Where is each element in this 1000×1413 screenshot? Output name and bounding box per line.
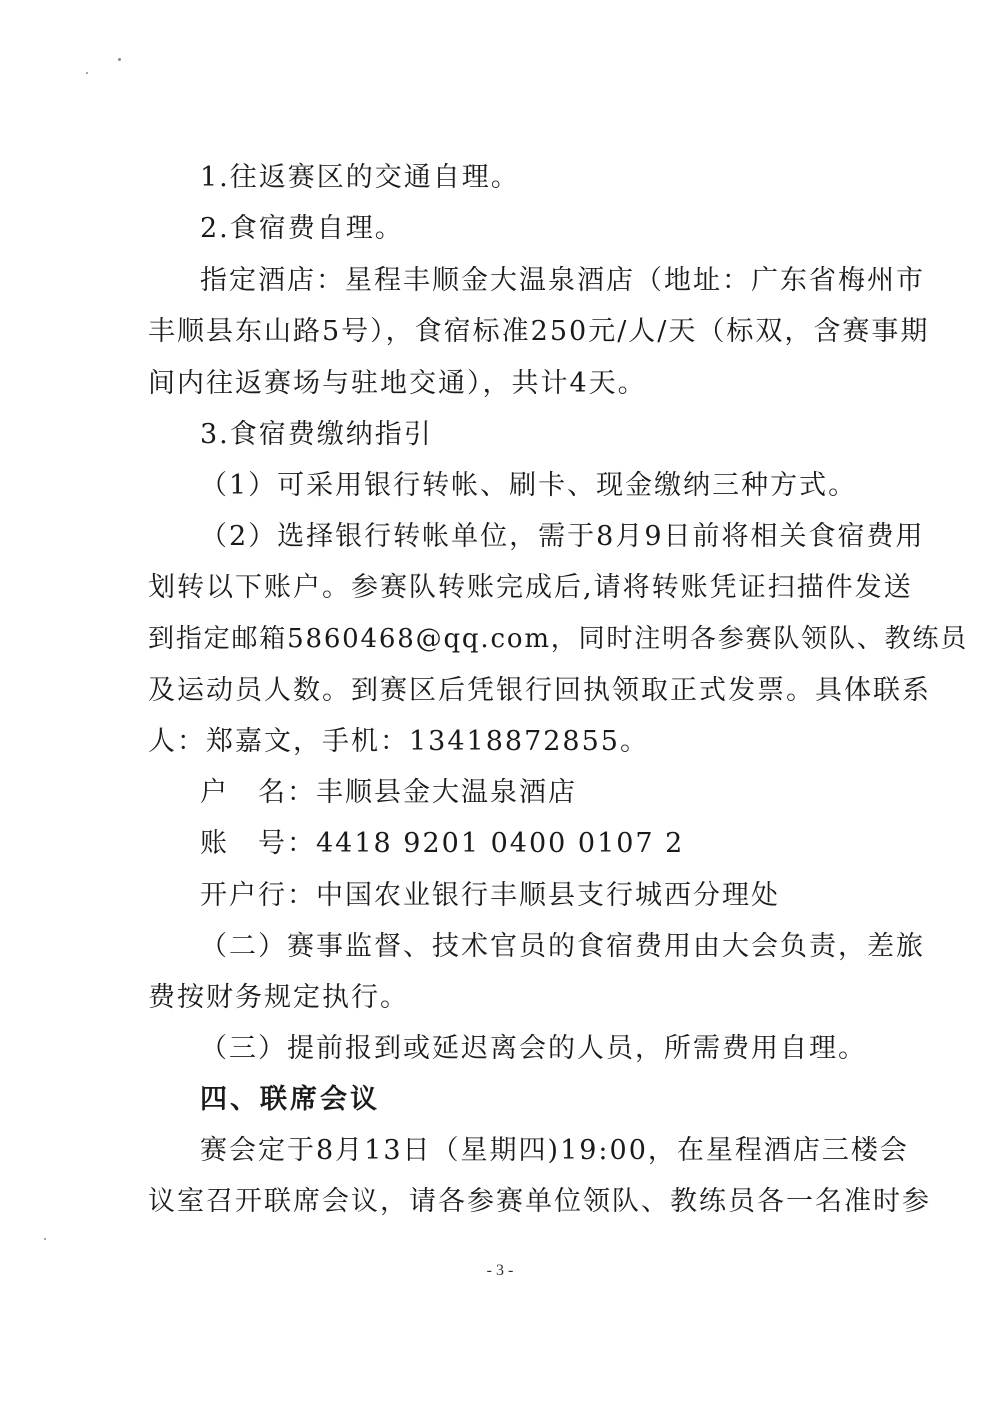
scan-speck bbox=[86, 72, 88, 74]
scan-speck bbox=[118, 58, 121, 61]
text-line: 3.食宿费缴纳指引 bbox=[200, 419, 433, 450]
text-line: 费按财务规定执行。 bbox=[148, 982, 409, 1013]
scan-speck bbox=[44, 1238, 46, 1240]
text-line: 及运动员人数。到赛区后凭银行回执领取正式发票。具体联系 bbox=[148, 675, 931, 706]
text-line: 指定酒店：星程丰顺金大温泉酒店（地址：广东省梅州市 bbox=[200, 265, 925, 296]
page-number: - 3 - bbox=[486, 1262, 514, 1279]
text-line: （三）提前报到或延迟离会的人员，所需费用自理。 bbox=[200, 1033, 867, 1064]
text-line: 划转以下账户。参赛队转账完成后,请将转账凭证扫描件发送 bbox=[148, 572, 913, 603]
section-heading: 四、联席会议 bbox=[200, 1084, 380, 1115]
text-line: 议室召开联席会议，请各参赛单位领队、教练员各一名准时参 bbox=[148, 1186, 931, 1217]
text-line: 1.往返赛区的交通自理。 bbox=[200, 162, 520, 193]
text-line: （1）可采用银行转帐、刷卡、现金缴纳三种方式。 bbox=[200, 470, 858, 501]
text-line: 间内往返赛场与驻地交通），共计4天。 bbox=[148, 368, 647, 399]
text-line: 人：郑嘉文，手机：13418872855。 bbox=[148, 726, 649, 757]
text-line: （2）选择银行转帐单位，需于8月9日前将相关食宿费用 bbox=[200, 521, 925, 552]
text-line: （二）赛事监督、技术官员的食宿费用由大会负责，差旅 bbox=[200, 931, 925, 962]
text-line: 赛会定于8月13日（星期四)19:00，在星程酒店三楼会 bbox=[200, 1135, 909, 1166]
account-name-line: 户 名：丰顺县金大温泉酒店 bbox=[200, 777, 577, 808]
text-line: 到指定邮箱5860468@qq.com，同时注明各参赛队领队、教练员 bbox=[148, 624, 969, 654]
account-number-line: 账 号：4418 9201 0400 0107 2 bbox=[200, 828, 685, 859]
bank-line: 开户行：中国农业银行丰顺县支行城西分理处 bbox=[200, 880, 780, 911]
text-line: 2.食宿费自理。 bbox=[200, 213, 404, 244]
text-line: 丰顺县东山路5号），食宿标准250元/人/天（标双，含赛事期 bbox=[148, 316, 930, 347]
